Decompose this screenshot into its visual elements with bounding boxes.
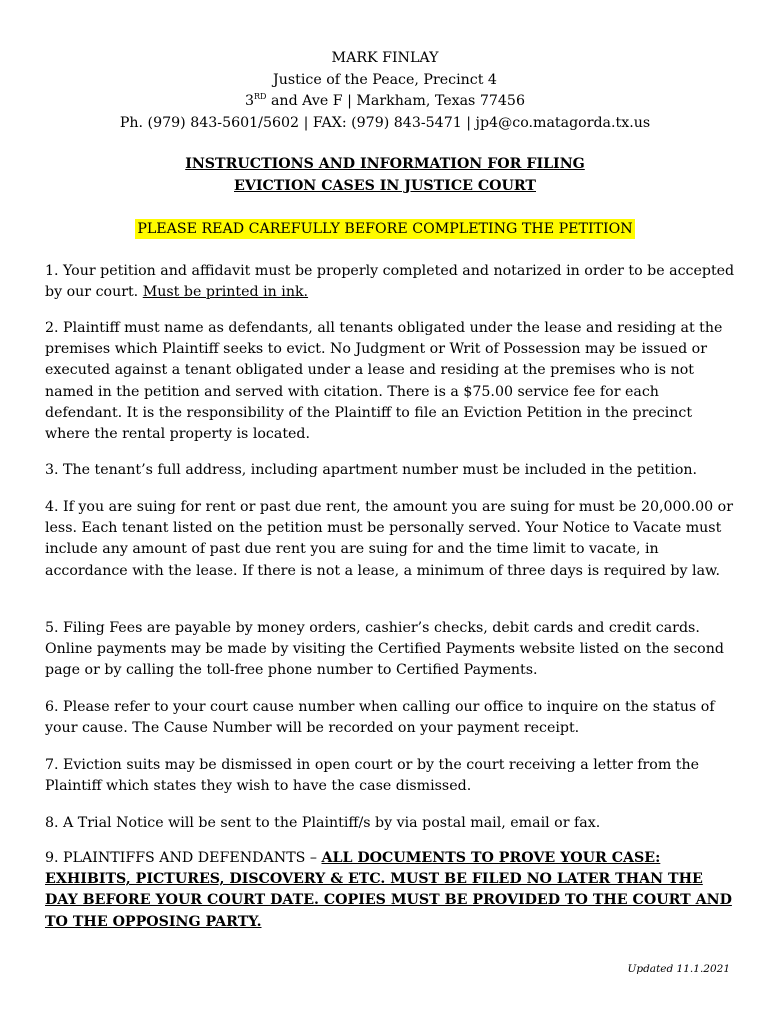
court-address [0,91,770,113]
instruction-item-6 [45,697,735,739]
court-header [0,48,770,134]
item-9-text: 9. PLAINTIFFS AND DEFENDANTS – [45,850,322,866]
item-6-text: 6. Please refer to your court cause number when calling our office to inquire on the status of your cause. The Cause Number will be recorded on your payment receipt. [45,699,715,737]
updated-date: Updated 11.1.2021 [627,963,730,975]
item-3-text: 3. The tenant’s full address, including apartment number must be included in the petition. [45,462,698,478]
instruction-item-4 [45,497,735,582]
item-5-text: 5. Filing Fees are payable by money orders, cashier’s checks, debit cards and credit cards. Online payments may be made by visiting the Certified Payments website listed on the second page or by calling the toll-free phone number to Certified Payments. [45,620,724,679]
item-1-underlined: Must be printed in ink. [142,284,309,301]
instruction-item-7 [45,755,735,797]
item-4-text: 4. If you are suing for rent or past due rent, the amount you are suing for must be 20,000.00 or less. Each tenant listed on the petition must be personally served. Your Notice to Vacate must include any amount of past due rent you are suing for and the time limit to vacate, in accordance with the lease. If there is not a lease, a minimum of three days is required by law. [45,499,733,579]
instruction-item-8 [45,813,735,834]
address-superscript: RD [254,92,267,101]
instruction-item-9 [45,848,735,933]
item-8-text: 8. A Trial Notice will be sent to the Plaintiff/s by via postal mail, email or fax. [45,815,601,831]
instruction-item-3 [45,460,735,481]
instruction-item-5 [45,618,735,682]
notice-wrapper [0,218,770,239]
item-2-text: 2. Plaintiff must name as defendants, all tenants obligated under the lease and residing at the premises which Plaintiff seeks to evict. No Judgment or Writ of Possession may be issued or executed against a tenant obligated under a lease and residing at the premises who is not named in the petition and served with citation. There is a $75.00 service fee for each defendant. It is the responsibility of the Plaintiff to file an Eviction Petition in the precinct where the rental property is located. [45,320,723,443]
document-title [0,154,770,197]
item-9-emphasis: ALL DOCUMENTS TO PROVE YOUR CASE: EXHIBITS, PICTURES, DISCOVERY & ETC. MUST BE FILED NO LATER THAN THE DAY BEFORE YOUR COURT DATE. COPIES MUST BE PROVIDED TO THE COURT AND TO THE OPPOSING PARTY. [45,850,732,930]
instruction-item-2 [45,318,735,445]
title-line-1: INSTRUCTIONS AND INFORMATION FOR FILING [185,156,585,172]
address-ordinal: 3 [245,93,255,109]
court-office: Justice of the Peace, Precinct 4 [273,71,497,88]
highlighted-notice: PLEASE READ CAREFULLY BEFORE COMPLETING THE PETITION [137,221,633,237]
judge-name: MARK FINLAY [331,50,439,66]
instruction-item-1 [45,261,735,303]
title-line-2: EVICTION CASES IN JUSTICE COURT [234,177,536,194]
item-7-text: 7. Eviction suits may be dismissed in open court or by the court receiving a letter from the Plaintiff which states they wish to have the case dismissed. [45,757,700,795]
address-rest: and Ave F | Markham, Texas 77456 [266,93,525,109]
court-contact: Ph. (979) 843-5601/5602 | FAX: (979) 843-5471 | jp4@co.matagorda.tx.us [119,114,651,131]
item-1-text: 1. Your petition and affidavit must be properly completed and notarized in order to be accepted by our court. [45,263,735,301]
